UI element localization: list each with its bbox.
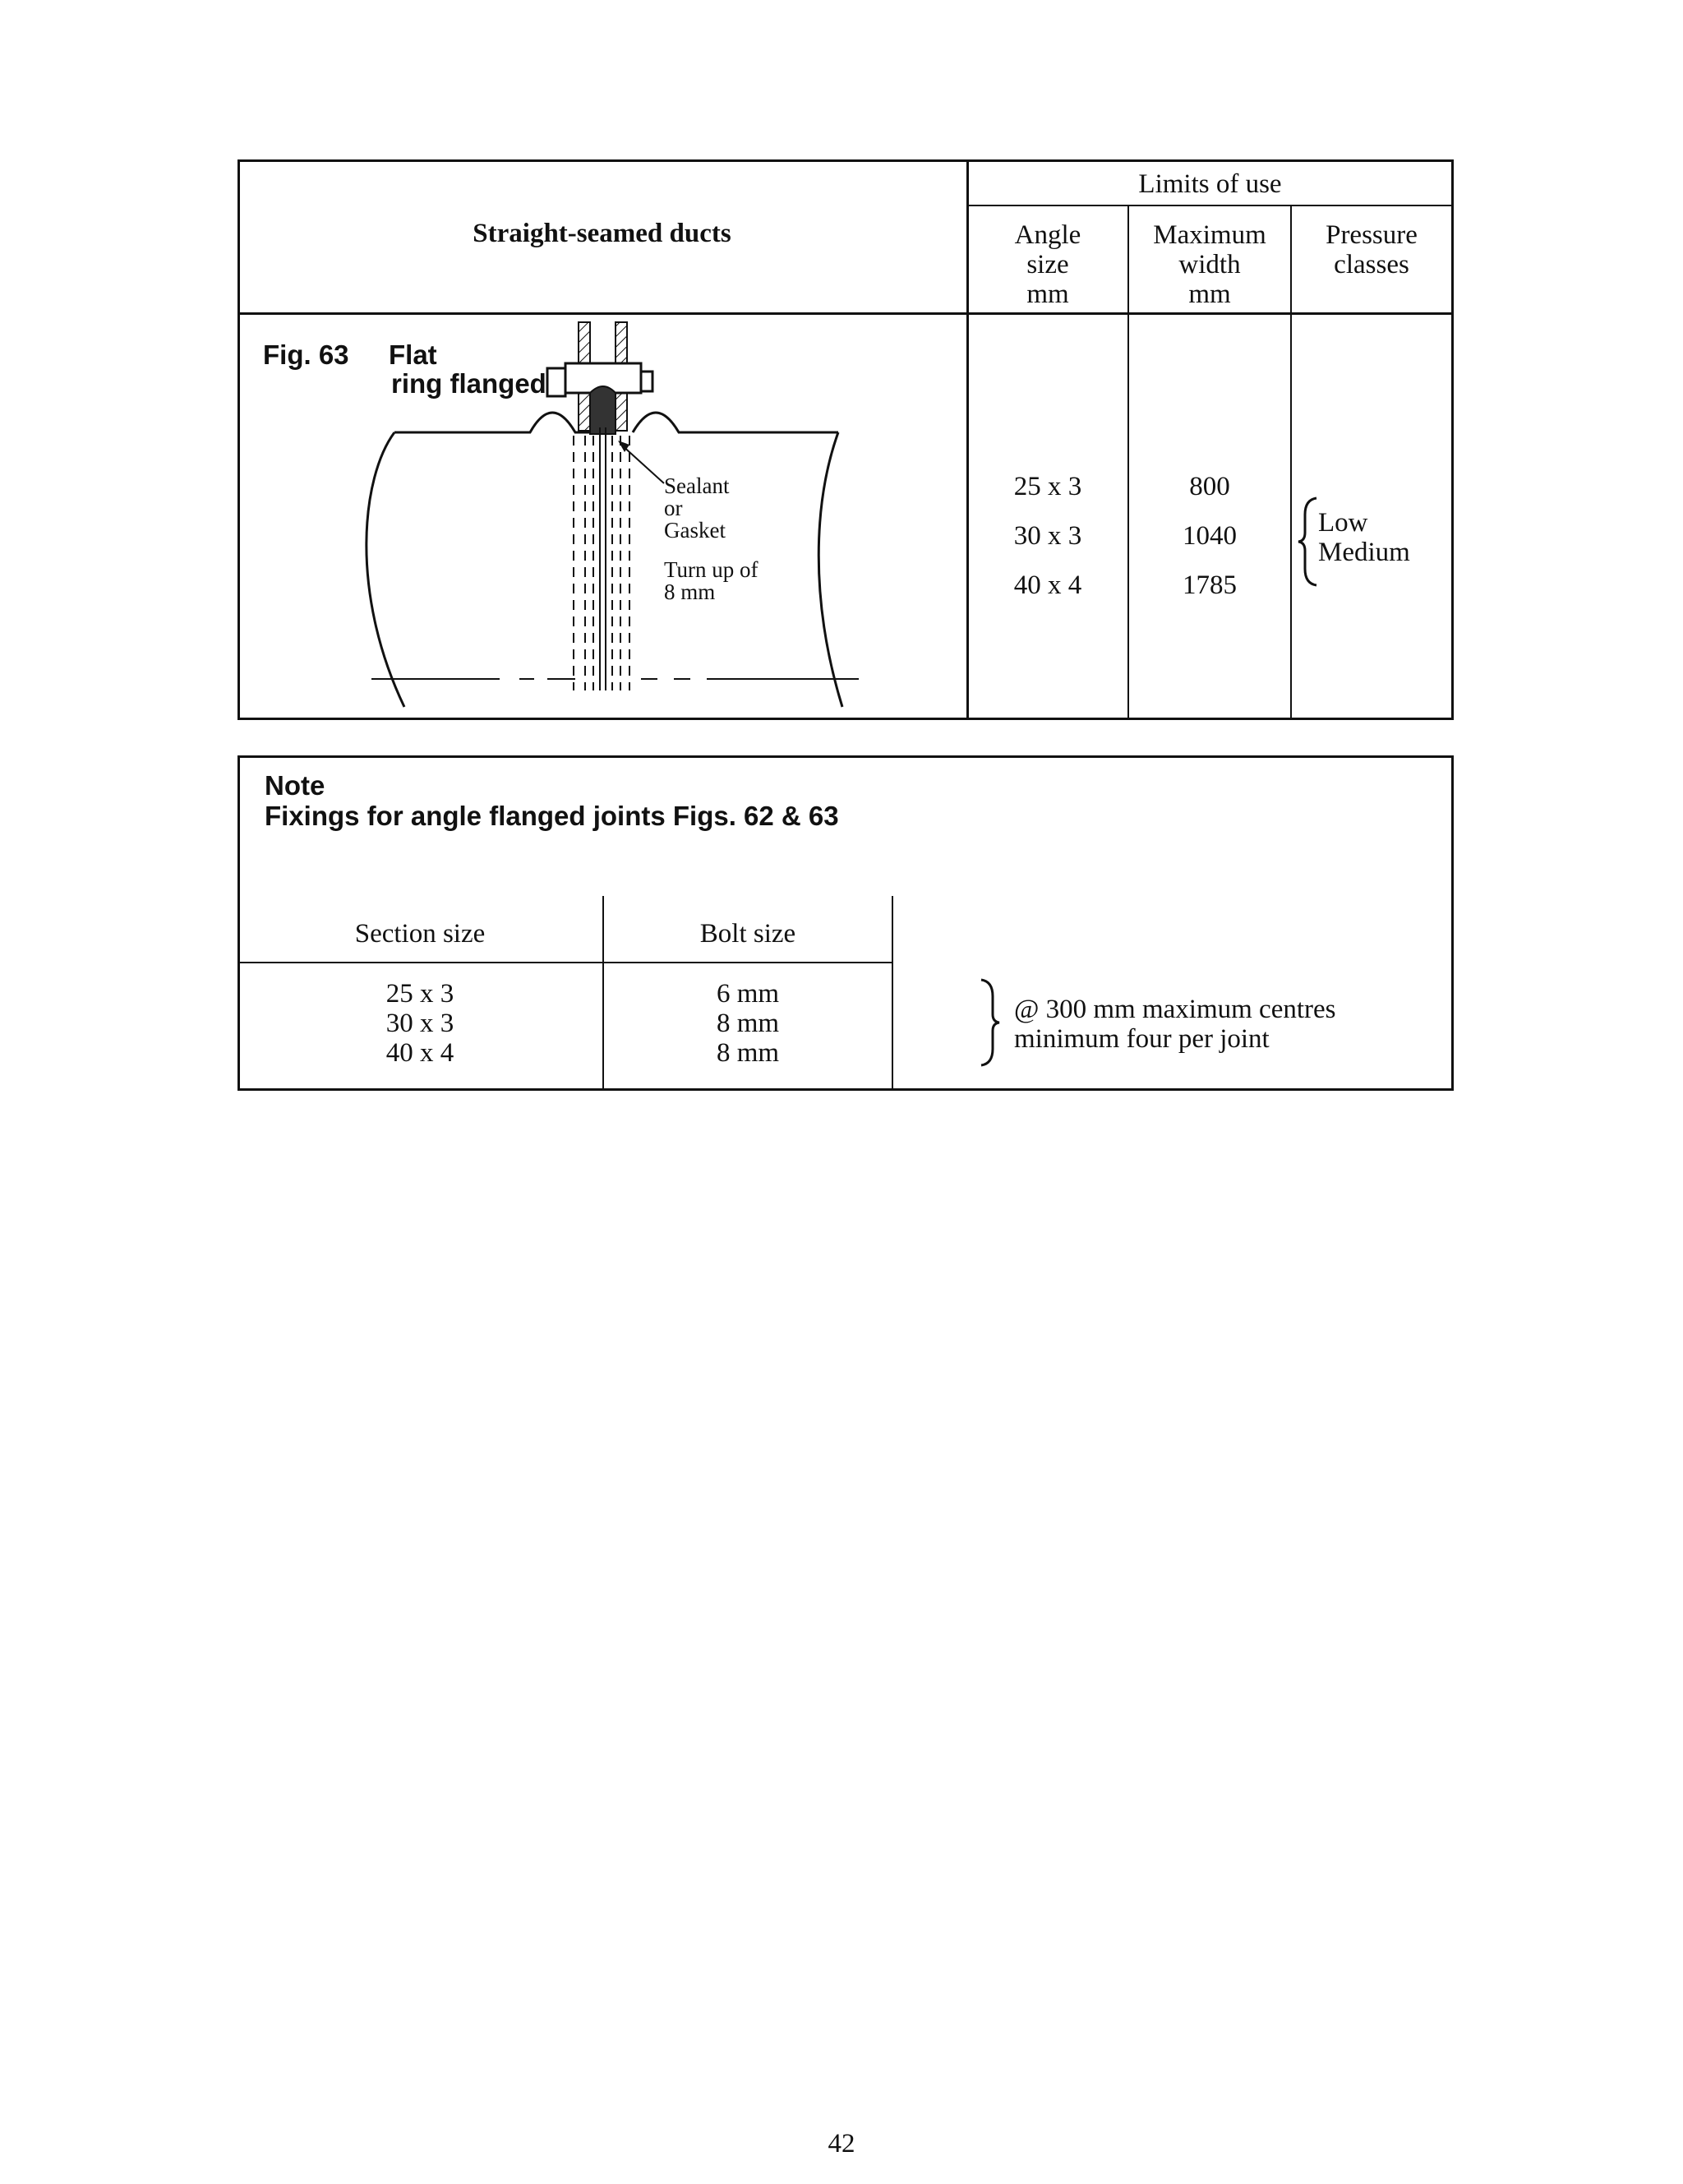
figure-title-line2: ring flanged	[391, 368, 546, 399]
page-number: 42	[828, 2129, 855, 2159]
max-width-values: 800 1040 1785	[1183, 472, 1237, 600]
section-size-header: Section size	[354, 919, 486, 949]
maximum-width-header: Maximum width mm	[1153, 220, 1266, 309]
fixings-brace	[978, 978, 1003, 1067]
bolt-size-values: 6 mm 8 mm 8 mm	[716, 979, 780, 1068]
note-heading: Note	[265, 770, 325, 801]
angle-size-values: 25 x 3 30 x 3 40 x 4	[1013, 472, 1082, 600]
pressure-classes-header: Pressure classes	[1326, 220, 1418, 279]
figure-number: Fig. 63	[263, 339, 349, 370]
diagram-labels: Sealant or Gasket Turn up of 8 mm	[664, 473, 759, 604]
figure-title-line1: Flat	[389, 339, 437, 370]
angle-size-header: Angle size mm	[1014, 220, 1081, 309]
flat-ring-flange-diagram	[0, 0, 1683, 740]
limits-of-use-header: Limits of use	[1138, 169, 1282, 199]
fixings-remark: @ 300 mm maximum centres minimum four per joint	[1014, 995, 1336, 1054]
note-table-divider	[892, 896, 893, 1091]
section-size-values: 25 x 3 30 x 3 40 x 4	[385, 979, 454, 1068]
pressure-class-values: Low Medium	[1318, 508, 1410, 567]
bolt-size-header: Bolt size	[699, 919, 796, 949]
note-table-divider	[237, 962, 893, 963]
note-subheading: Fixings for angle flanged joints Figs. 62 & 63	[265, 801, 839, 831]
table-title: Straight-seamed ducts	[473, 219, 731, 248]
